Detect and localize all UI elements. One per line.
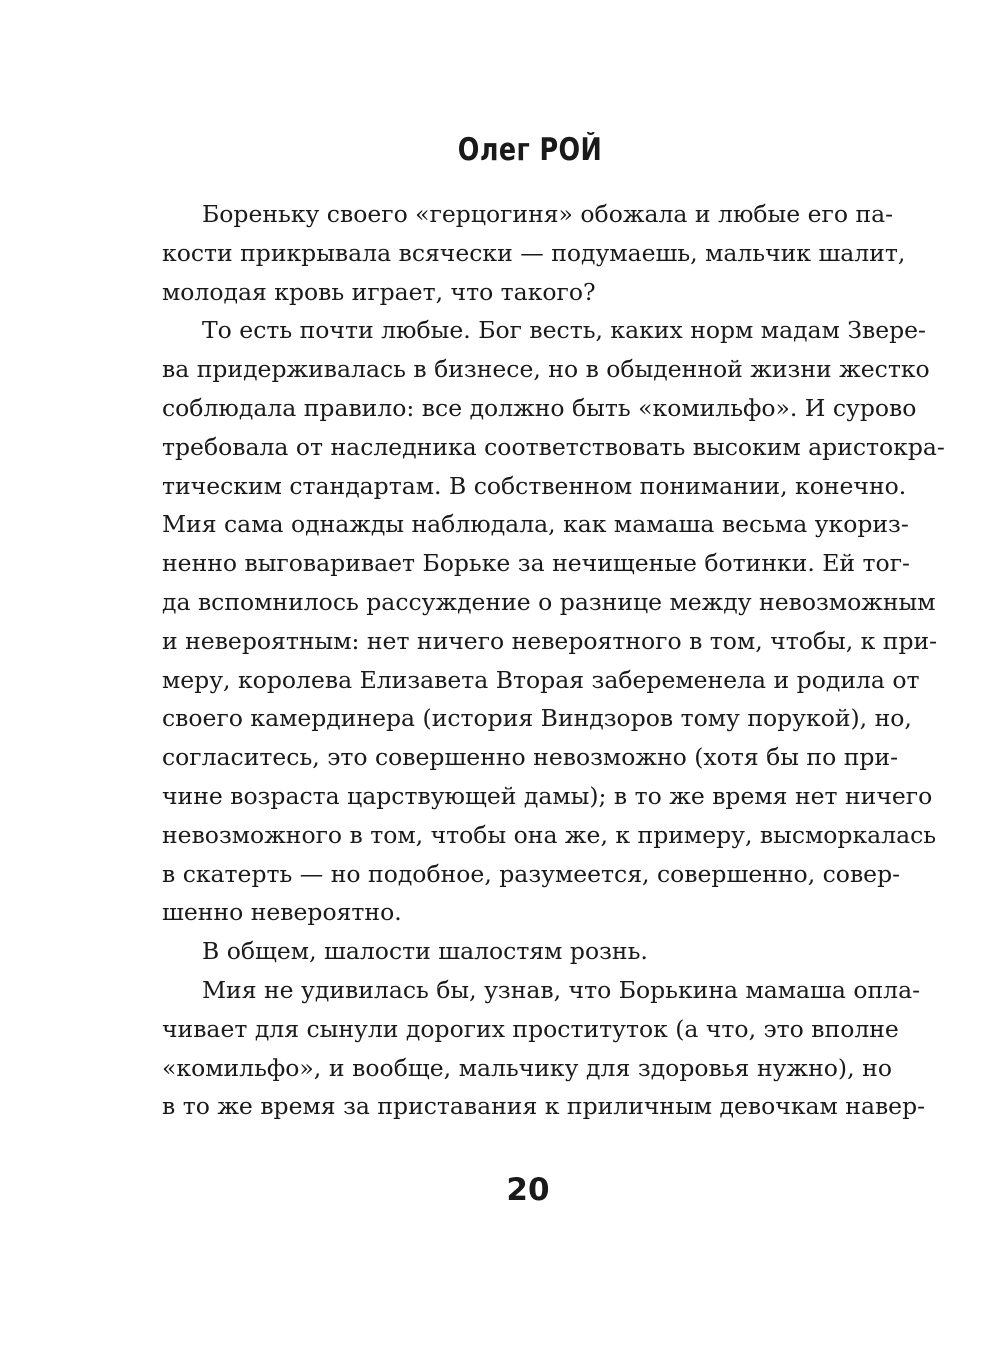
text-line: «комильфо», и вообще, мальчику для здоровья нужно), но	[162, 1053, 892, 1082]
text-line: требовала от наследника соответствовать высоким аристокра-	[162, 432, 945, 461]
text-line: невозможного в том, чтобы она же, к примеру, высморкалась	[162, 820, 937, 849]
text-line: ва придерживалась в бизнесе, но в обыденной жизни жестко	[162, 355, 930, 384]
text-line: соблюдала правило: все должно быть «комильфо». И сурово	[162, 393, 917, 422]
body-text	[162, 195, 945, 1126]
text-line: согласитесь, это совершенно невозможно (хотя бы по при-	[162, 743, 899, 772]
text-line: То есть почти любые. Бог весть, каких норм мадам Звере-	[202, 316, 926, 345]
text-line: тическим стандартам. В собственном понимании, конечно.	[162, 471, 907, 500]
text-line: да вспомнилось рассуждение о разнице между невозможным	[162, 587, 936, 616]
running-head-author: Олег РОЙ	[457, 132, 603, 168]
page-number: 20	[506, 1172, 550, 1208]
text-line: молодая кровь играет, что такого?	[162, 277, 596, 306]
text-line: Мия не удивилась бы, узнав, что Борькина мамаша опла-	[202, 975, 921, 1004]
text-line: Бореньку своего «герцогиня» обожала и любые его па-	[202, 200, 894, 228]
text-line: чивает для сынули дорогих проституток (а что, это вполне	[162, 1014, 899, 1043]
text-line: меру, королева Елизавета Вторая забеременела и родила от	[162, 665, 920, 694]
text-line: своего камердинера (история Виндзоров тому порукой), но,	[162, 704, 912, 733]
text-line: в то же время за приставания к приличным девочкам навер-	[162, 1092, 926, 1121]
text-line: ненно выговаривает Борьке за нечищеные ботинки. Ей тог-	[162, 549, 910, 578]
text-line: в скатерть — но подобное, разумеется, совершенно, совер-	[162, 859, 901, 888]
text-line: и невероятным: нет ничего невероятного в том, чтобы, к при-	[162, 626, 938, 655]
text-line: шенно невероятно.	[162, 898, 402, 927]
text-line: чине возраста царствующей дамы); в то же время нет ничего	[162, 781, 933, 810]
text-line: Мия сама однажды наблюдала, как мамаша весьма укориз-	[162, 510, 909, 539]
text-line: В общем, шалости шалостям рознь.	[202, 937, 648, 966]
text-line: кости прикрывала всячески — подумаешь, мальчик шалит,	[162, 238, 906, 267]
